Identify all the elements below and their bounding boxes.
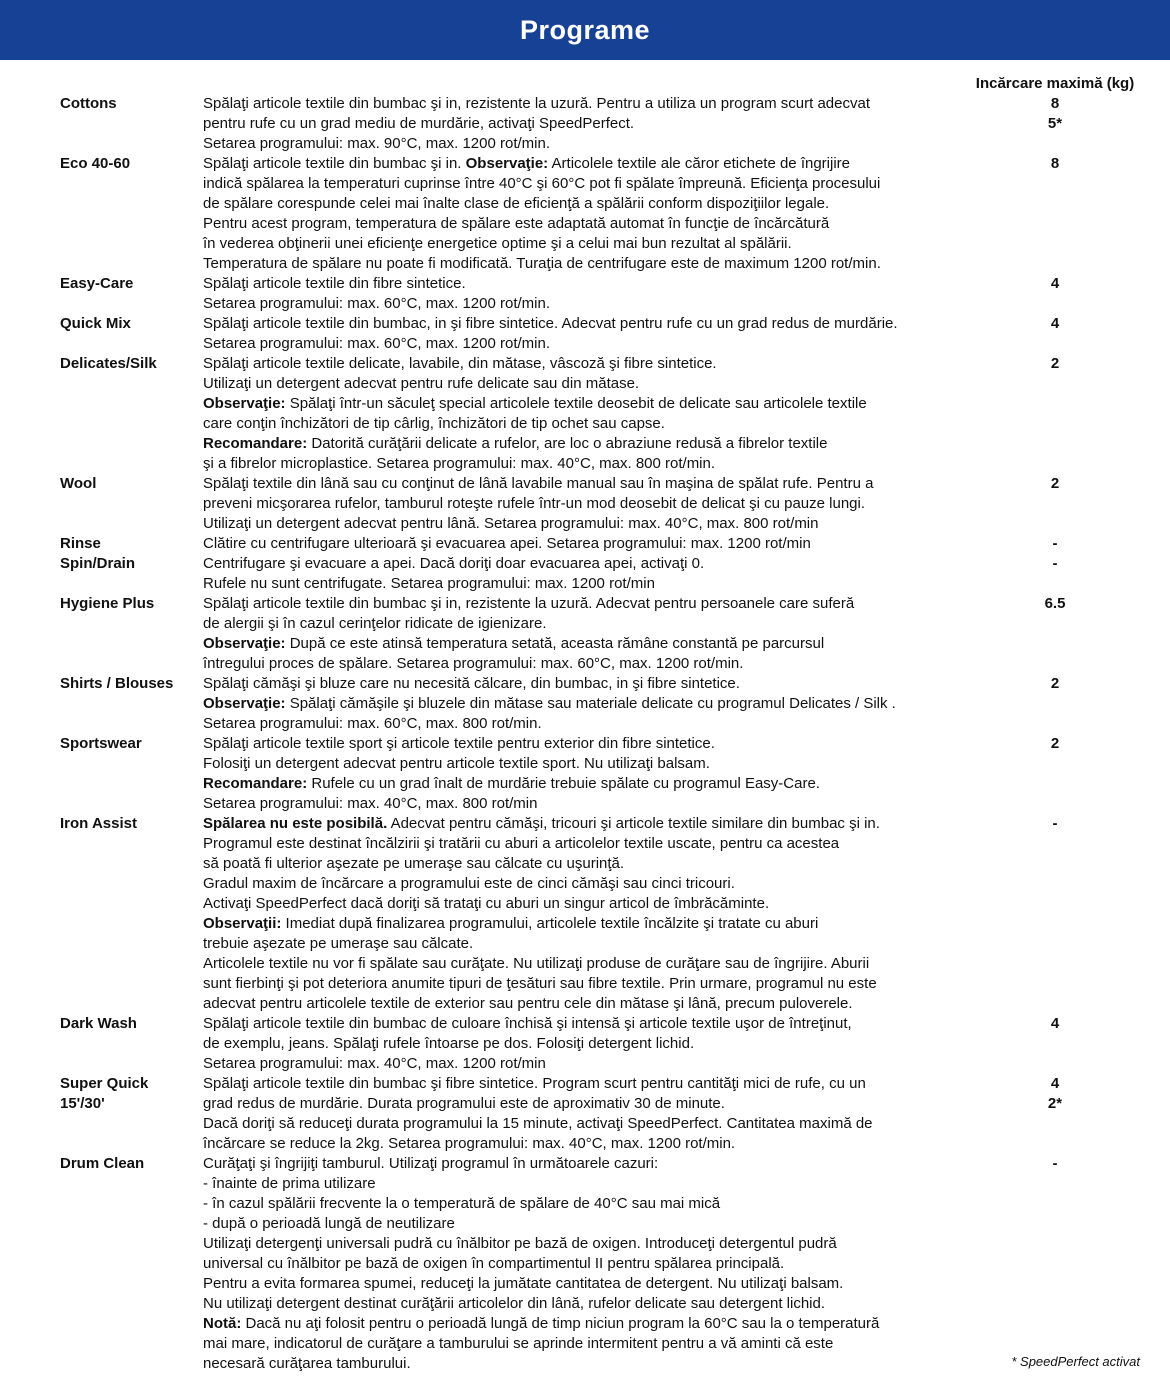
description-line: de alergii şi în cazul cerinţelor ridicate de igienizare. [203, 615, 547, 632]
program-row-delicates-silk [0, 354, 1170, 474]
program-description [203, 594, 970, 674]
description-line: Nu utilizaţi detergent destinat curăţării articolelor din lână, rufelor delicate sau detergent lichid. [203, 1295, 826, 1312]
program-row-hygiene-plus [0, 594, 1170, 674]
description-line: Spălaţi articole textile din bumbac, in şi fibre sintetice. Adecvat pentru rufe cu un grad redus de murdărie. [203, 315, 898, 332]
program-description [203, 154, 970, 274]
description-line: necesară curăţarea tamburului. [203, 1355, 411, 1372]
description-line: Spălaţi articole textile din bumbac şi fibre sintetice. Program scurt pentru cantităţi mici de rufe, cu un [203, 1075, 866, 1092]
program-row-rinse [0, 534, 1170, 554]
max-load-value: 4 [1050, 315, 1060, 332]
program-row-cottons [0, 94, 1170, 154]
program-description [203, 474, 970, 534]
program-row-spin-drain [0, 554, 1170, 594]
description-line: Programul este destinat încălzirii şi tratării cu aburi a articolelor textile uscate, pentru ca acestea [203, 835, 840, 852]
description-line: preveni micşorarea rufelor, tamburul roteşte rufele într-un mod deosebit de delicat şi cu pauze lungi. [203, 495, 866, 512]
program-name: Sportswear [60, 735, 142, 752]
program-name: Delicates/Silk [60, 355, 157, 372]
program-row-sportswear [0, 734, 1170, 814]
program-name: Wool [60, 475, 97, 492]
max-load-value: 6.5 [1044, 595, 1066, 612]
description-line: Setarea programului: max. 60°C, max. 1200 rot/min. [203, 335, 550, 352]
description-line: Spălaţi articole textile din fibre sintetice. [203, 275, 466, 292]
description-line: Recomandare: Rufele cu un grad înalt de murdărie trebuie spălate cu programul Easy-Care. [203, 775, 820, 792]
description-line: Setarea programului: max. 60°C, max. 1200 rot/min. [203, 295, 550, 312]
max-load-value: 8 [1050, 95, 1060, 112]
description-line: Spălaţi articole textile delicate, lavabile, din mătase, vâscoză şi fibre sintetice. [203, 355, 717, 372]
description-line: Utilizaţi detergenţi universali pudră cu înălbitor pe bază de oxigen. Introduceţi detergentul pudră [203, 1235, 837, 1252]
program-name: Rinse [60, 535, 101, 552]
program-name: Eco 40-60 [60, 155, 131, 172]
program-name: Dark Wash [60, 1015, 137, 1032]
description-line: Centrifugare şi evacuare a apei. Dacă doriţi doar evacuarea apei, activaţi 0. [203, 555, 705, 572]
description-line: Spălaţi articole textile din bumbac şi in, rezistente la uzură. Adecvat pentru persoanele care suferă [203, 595, 855, 612]
description-line: sunt fierbinţi şi pot deteriora anumite tipuri de ţesături sau fibre textile. Prin urmare, programul nu este [203, 975, 877, 992]
description-line: Spălaţi articole textile din bumbac şi in. Observaţie: Articolele textile ale căror etichete de îngrijire [203, 155, 851, 172]
description-line: Spălarea nu este posibilă. Adecvat pentru cămăşi, tricouri şi articole textile similare din bumbac şi in. [203, 815, 880, 832]
max-load-value: 4 [1050, 275, 1060, 292]
description-line: Activaţi SpeedPerfect dacă doriţi să trataţi cu aburi un singur articol de îmbrăcăminte. [203, 895, 770, 912]
max-load-cell [970, 814, 1140, 1014]
max-load-cell [970, 1154, 1140, 1374]
description-line: Setarea programului: max. 40°C, max. 1200 rot/min [203, 1055, 546, 1072]
description-line: Spălaţi articole textile sport şi articole textile pentru exterior din fibre sintetice. [203, 735, 715, 752]
max-load-cell [970, 734, 1140, 814]
description-line: universal cu înălbitor pe bază de oxigen în compartimentul II pentru spălarea principală. [203, 1255, 785, 1272]
max-load-cell [970, 594, 1140, 674]
page-title: Programe [519, 14, 651, 45]
program-row-easy-care [0, 274, 1170, 314]
max-load-cell [970, 474, 1140, 534]
program-description [203, 554, 970, 594]
description-line: Dacă doriţi să reduceţi durata programului la 15 minute, activaţi SpeedPerfect. Cantitatea maximă de [203, 1115, 873, 1132]
description-line: Utilizaţi un detergent adecvat pentru rufe delicate sau din mătase. [203, 375, 640, 392]
description-line: Observaţie: După ce este atinsă temperatura setată, aceasta rămâne constantă pe parcursul [203, 635, 825, 652]
max-load-value: 8 [1050, 155, 1060, 172]
footnote: * SpeedPerfect activat [1011, 1354, 1140, 1369]
description-line: Observaţii: Imediat după finalizarea programului, articolele textile încălzite şi tratate cu aburi [203, 915, 819, 932]
program-row-shirts-blouses [0, 674, 1170, 734]
description-line: Folosiţi un detergent adecvat pentru articole textile sport. Nu utilizaţi balsam. [203, 755, 710, 772]
description-line: Utilizaţi un detergent adecvat pentru lână. Setarea programului: max. 40°C, max. 800 rot/min [203, 515, 819, 532]
description-line: Pentru acest program, temperatura de spălare este adaptată automat în funcţie de încărcătură [203, 215, 830, 232]
program-name: Shirts / Blouses [60, 675, 174, 692]
description-line: Observaţie: Spălaţi într-un săculeţ special articolele textile deosebit de delicate sau articolele textile [203, 395, 867, 412]
description-line: - în cazul spălării frecvente la o temperatură de spălare de 40°C sau mai mică [203, 1195, 721, 1212]
description-line: în vederea obţinerii unei eficienţe energetice optime şi a celui mai bun rezultat al spălării. [203, 235, 792, 252]
program-description [203, 1014, 970, 1074]
description-line: Gradul maxim de încărcare a programului este de cinci cămăşi sau cinci tricouri. [203, 875, 735, 892]
program-description [203, 814, 970, 1014]
description-line: Curăţaţi şi îngrijiţi tamburul. Utilizaţi programul în următoarele cazuri: [203, 1155, 659, 1172]
program-description [203, 354, 970, 474]
max-load-cell [970, 154, 1140, 274]
max-load-cell [970, 674, 1140, 734]
program-row-super-quick-15-30 [0, 1074, 1170, 1154]
max-load-cell [970, 554, 1140, 594]
description-line: întregului proces de spălare. Setarea programului: max. 60°C, max. 1200 rot/min. [203, 655, 744, 672]
description-line: adecvat pentru articolele textile de exterior sau pentru cele din mătase şi lână, precum puloverele. [203, 995, 853, 1012]
max-load-value: 2* [1047, 1095, 1063, 1112]
program-row-dark-wash [0, 1014, 1170, 1074]
description-line: Notă: Dacă nu aţi folosit pentru o perioadă lungă de timp niciun program la 60°C sau la o temperatură [203, 1315, 880, 1332]
program-description [203, 94, 970, 154]
description-line: care conţin închizători de tip cârlig, închizători de tip ochet sau capse. [203, 415, 665, 432]
max-load-value: 2 [1050, 735, 1060, 752]
description-line: Clătire cu centrifugare ulterioară şi evacuarea apei. Setarea programului: max. 1200 rot/min [203, 535, 811, 552]
max-load-value: - [1052, 555, 1058, 572]
program-description [203, 674, 970, 734]
program-description [203, 274, 970, 314]
max-load-value: - [1052, 1155, 1058, 1172]
description-line: Spălaţi articole textile din bumbac şi in, rezistente la uzură. Pentru a utiliza un program scurt adecvat [203, 95, 871, 112]
program-name: Quick Mix [60, 315, 131, 332]
column-header-row [0, 74, 1170, 94]
program-name: Cottons [60, 95, 117, 112]
description-line: Spălaţi cămăşi şi bluze care nu necesită călcare, din bumbac, in şi fibre sintetice. [203, 675, 740, 692]
program-description [203, 1074, 970, 1154]
program-description [203, 734, 970, 814]
description-line: Rufele nu sunt centrifugate. Setarea programului: max. 1200 rot/min [203, 575, 655, 592]
max-load-value: 4 [1050, 1015, 1060, 1032]
description-line: Setarea programului: max. 60°C, max. 800 rot/min. [203, 715, 542, 732]
description-line: de spălare corespunde celei mai înalte clase de eficienţă a spălării conform dispoziţiilor legale. [203, 195, 830, 212]
max-load-cell [970, 354, 1140, 474]
program-row-iron-assist [0, 814, 1170, 1014]
program-description [203, 534, 970, 554]
description-line: Pentru a evita formarea spumei, reduceţi la jumătate cantitatea de detergent. Nu utilizaţi balsam. [203, 1275, 844, 1292]
description-line: - înainte de prima utilizare [203, 1175, 376, 1192]
description-line: Spălaţi articole textile din bumbac de culoare închisă şi intensă şi articole textile uşor de întreţinut, [203, 1015, 852, 1032]
max-load-value: 2 [1050, 475, 1060, 492]
program-name: Hygiene Plus [60, 595, 155, 612]
title-bar [0, 0, 1170, 60]
max-load-cell [970, 274, 1140, 314]
description-line: grad redus de murdărie. Durata programului este de aproximativ 30 de minute. [203, 1095, 725, 1112]
program-description [203, 1154, 970, 1374]
description-line: încărcare se reduce la 2kg. Setarea programului: max. 40°C, max. 1200 rot/min. [203, 1135, 736, 1152]
program-name: Easy-Care [60, 275, 134, 292]
program-table [0, 94, 1170, 1374]
max-load-value: - [1052, 815, 1058, 832]
description-line: Temperatura de spălare nu poate fi modificată. Turaţia de centrifugare este de maximum 1200 rot/min. [203, 255, 881, 272]
program-name: Super Quick 15'/30' [60, 1075, 149, 1112]
description-line: Recomandare: Datorită curăţării delicate a rufelor, are loc o abraziune redusă a fibrelor textile [203, 435, 828, 452]
max-load-cell [970, 1014, 1140, 1074]
max-load-column-header: Incărcare maximă (kg) [975, 75, 1135, 92]
program-name: Spin/Drain [60, 555, 136, 572]
description-line: pentru rufe cu un grad mediu de murdărie, activaţi SpeedPerfect. [203, 115, 635, 132]
max-load-cell [970, 1074, 1140, 1154]
description-line: - după o perioadă lungă de neutilizare [203, 1215, 455, 1232]
max-load-value: 2 [1050, 675, 1060, 692]
description-line: trebuie aşezate pe umeraşe sau călcate. [203, 935, 474, 952]
max-load-cell [970, 534, 1140, 554]
description-line: Observaţie: Spălaţi cămăşile şi bluzele din mătase sau materiale delicate cu programul Delicates / Silk . [203, 695, 896, 712]
max-load-cell [970, 94, 1140, 154]
program-row-eco-40-60 [0, 154, 1170, 274]
description-line: mai mare, indicatorul de curăţare a tamburului se aprinde intermitent pentru a vă aminti că este [203, 1335, 834, 1352]
description-line: Articolele textile nu vor fi spălate sau curăţate. Nu utilizaţi produse de curăţare sau de îngrijire. Aburii [203, 955, 870, 972]
program-row-wool [0, 474, 1170, 534]
description-line: Setarea programului: max. 40°C, max. 800 rot/min [203, 795, 538, 812]
program-name: Drum Clean [60, 1155, 145, 1172]
description-line: şi a fibrelor microplastice. Setarea programului: max. 40°C, max. 800 rot/min. [203, 455, 716, 472]
description-line: Setarea programului: max. 90°C, max. 1200 rot/min. [203, 135, 550, 152]
max-load-value: 4 [1050, 1075, 1060, 1092]
program-name: Iron Assist [60, 815, 137, 832]
max-load-value: 5* [1047, 115, 1063, 132]
program-description [203, 314, 970, 354]
max-load-cell [970, 314, 1140, 354]
description-line: de exemplu, jeans. Spălaţi rufele întoarse pe dos. Folosiţi detergent lichid. [203, 1035, 695, 1052]
description-line: Spălaţi textile din lână sau cu conţinut de lână lavabile manual sau în maşina de spălat rufe. Pentru a [203, 475, 874, 492]
max-load-value: 2 [1050, 355, 1060, 372]
program-row-drum-clean [0, 1154, 1170, 1374]
program-row-quick-mix [0, 314, 1170, 354]
max-load-value: - [1052, 535, 1058, 552]
description-line: să poată fi ulterior aşezate pe umeraşe sau călcate cu uşurinţă. [203, 855, 625, 872]
description-line: indică spălarea la temperaturi cuprinse între 40°C şi 60°C pot fi spălate împreună. Eficienţa procesului [203, 175, 881, 192]
